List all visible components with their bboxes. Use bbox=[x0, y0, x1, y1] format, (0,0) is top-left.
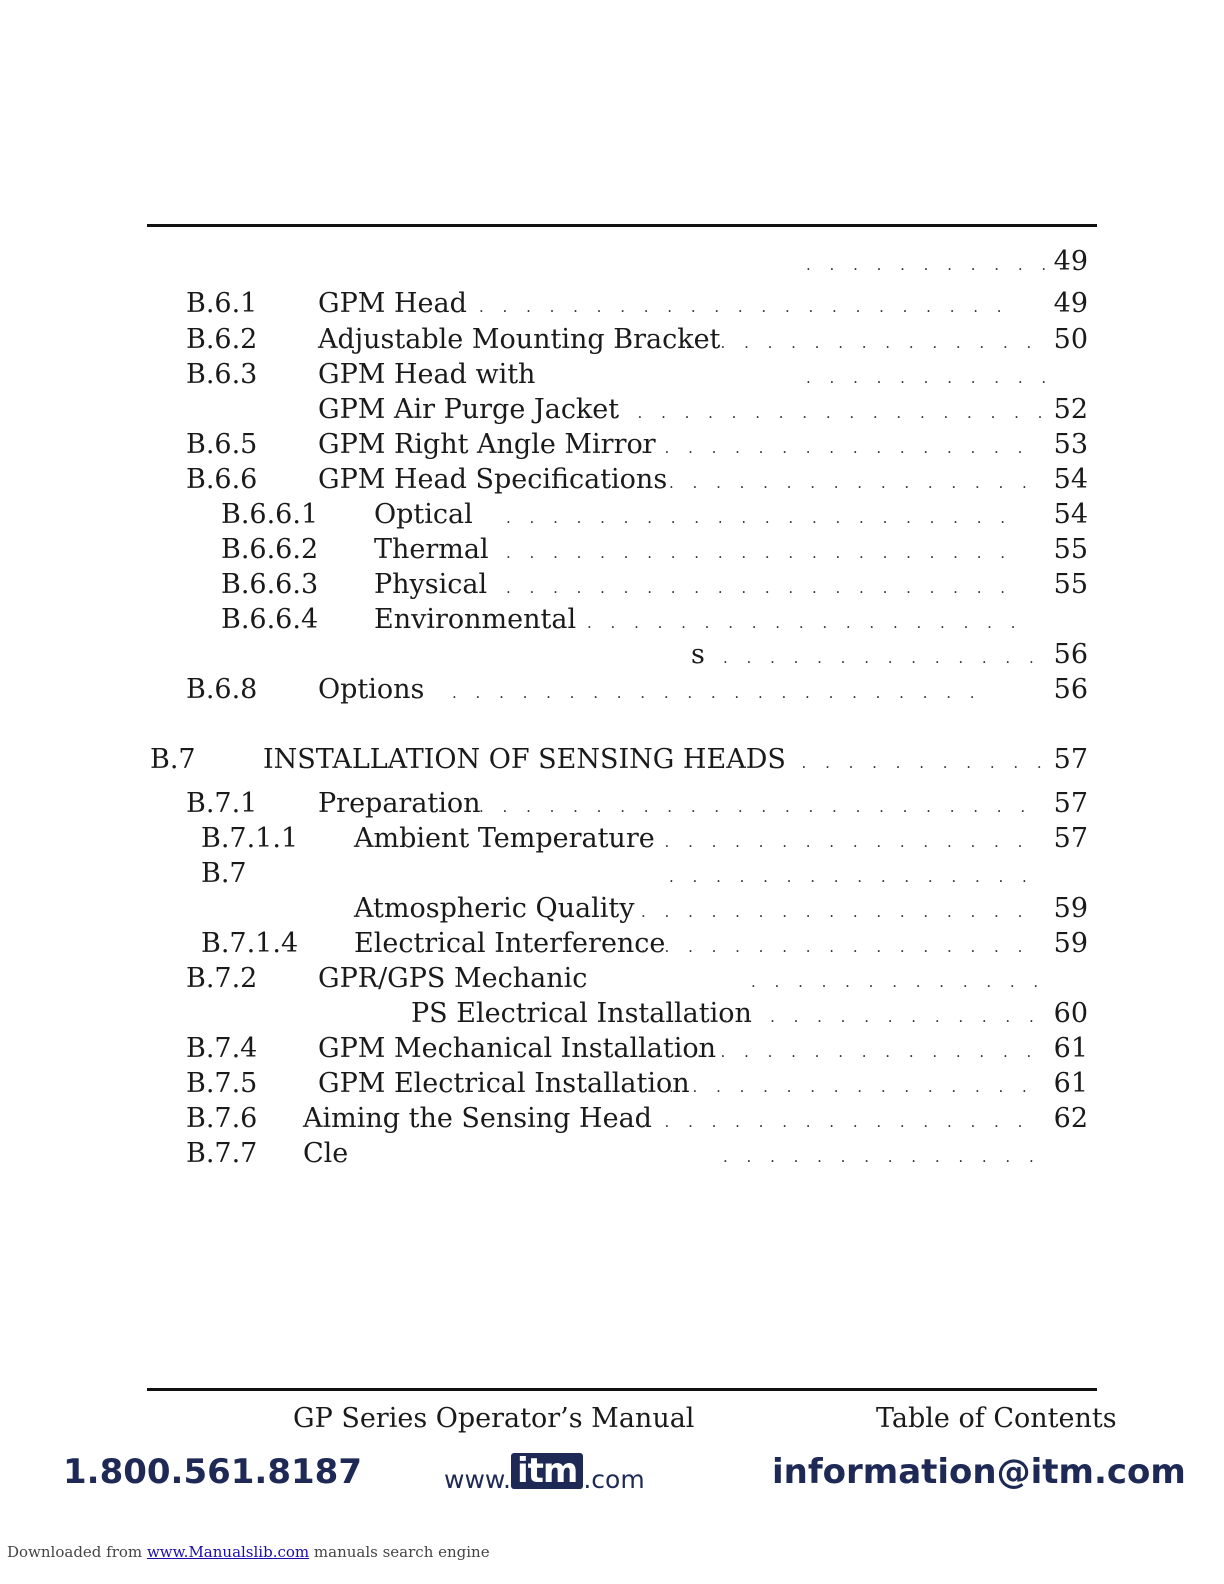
toc-title: GPM Right Angle Mirror bbox=[318, 429, 656, 460]
toc-page-number: 61 bbox=[1053, 1068, 1088, 1099]
toc-page-number: 54 bbox=[1053, 499, 1088, 530]
toc-leader-dots: . . . . . . . . . . . . . . . . . . . . . . . bbox=[479, 298, 1009, 316]
toc-leader-dots: . . . . . . . . . . . . . . . . . . . . . . bbox=[506, 579, 1013, 597]
email-address[interactable]: information@itm.com bbox=[772, 1452, 1186, 1492]
toc-leader-dots: . . . . . . . . . . . . . . . . . . . bbox=[614, 404, 1050, 422]
toc-row[interactable] bbox=[0, 1033, 1224, 1067]
web-suffix: .com bbox=[583, 1465, 645, 1494]
toc-leader-dots: . . . . . . . . . . . . . . . . . . . . . . . . bbox=[479, 798, 1033, 816]
toc-page-number: 54 bbox=[1053, 464, 1088, 495]
toc-number: B.6.2 bbox=[186, 324, 258, 355]
toc-page-number: 56 bbox=[1053, 674, 1088, 705]
toc-number: B.7.2 bbox=[186, 963, 258, 994]
toc-leader-dots: . . . . . . . . . . . . . . . . . bbox=[641, 903, 1030, 921]
toc-number: B.7 bbox=[201, 858, 247, 889]
toc-row[interactable] bbox=[0, 1138, 1224, 1172]
toc-leader-dots: . . . . . . . . . . . . . . bbox=[723, 1148, 1041, 1166]
toc-row[interactable] bbox=[0, 288, 1224, 322]
toc-page-number: 50 bbox=[1053, 324, 1088, 355]
toc-row[interactable] bbox=[0, 324, 1224, 358]
toc-row[interactable] bbox=[0, 928, 1224, 962]
toc-number: B.7 bbox=[150, 744, 196, 775]
toc-row[interactable] bbox=[0, 1068, 1224, 1102]
download-suffix: manuals search engine bbox=[313, 1543, 490, 1561]
toc-row[interactable] bbox=[0, 359, 1224, 393]
toc-title: Optical bbox=[374, 499, 473, 530]
toc-row[interactable] bbox=[0, 744, 1224, 778]
toc-page-number: 52 bbox=[1053, 394, 1088, 425]
itm-logo[interactable] bbox=[444, 1453, 645, 1493]
bottom-rule bbox=[147, 1388, 1097, 1391]
toc-leader-dots: . . . . . . . . . . . . . . . . bbox=[669, 474, 1034, 492]
toc-number: B.6.1 bbox=[186, 288, 258, 319]
toc-page-number: 49 bbox=[1053, 288, 1088, 319]
toc-number: B.6.5 bbox=[186, 429, 258, 460]
toc-number: B.7.1.1 bbox=[201, 823, 299, 854]
toc-row[interactable] bbox=[0, 823, 1224, 857]
top-rule bbox=[147, 224, 1097, 227]
toc-leader-dots: . . . . . . . . . . . . bbox=[778, 754, 1049, 772]
toc-title: Adjustable Mounting Bracket bbox=[318, 324, 721, 355]
toc-page-number: 55 bbox=[1053, 569, 1088, 600]
section-name: Table of Contents bbox=[876, 1403, 1117, 1434]
toc-leader-dots: . . . . . . . . . . . . . . bbox=[723, 1008, 1041, 1026]
toc-row[interactable] bbox=[0, 998, 1224, 1032]
toc-number: B.7.1.4 bbox=[201, 928, 299, 959]
manualslib-link[interactable]: www.Manualslib.com bbox=[146, 1543, 310, 1561]
web-prefix: www. bbox=[444, 1465, 511, 1494]
toc-leader-dots: . . . . . . . . . . . . . . . bbox=[697, 1043, 1039, 1061]
phone-number: 1.800.561.8187 bbox=[63, 1452, 362, 1492]
toc-number: B.6.3 bbox=[186, 359, 258, 390]
toc-title: Aiming the Sensing Head bbox=[303, 1103, 652, 1134]
toc-row[interactable] bbox=[0, 429, 1224, 463]
toc-title: GPM Head Specifications bbox=[318, 464, 668, 495]
toc-row[interactable] bbox=[0, 1103, 1224, 1137]
toc-number: B.7.4 bbox=[186, 1033, 258, 1064]
toc-title: INSTALLATION OF SENSING HEADS bbox=[263, 744, 786, 775]
toc-row[interactable] bbox=[0, 499, 1224, 533]
toc-leader-dots: . . . . . . . . . . . . . . . . . . . . . . . bbox=[452, 684, 982, 702]
toc-page-number: 61 bbox=[1053, 1033, 1088, 1064]
toc-page-number: 57 bbox=[1053, 823, 1088, 854]
toc-leader-dots: . . . . . . . . . . . . . . . . . bbox=[641, 439, 1030, 457]
toc-page-number: 55 bbox=[1053, 534, 1088, 565]
toc-title: Electrical Interference bbox=[354, 928, 666, 959]
toc-number: B.6.8 bbox=[186, 674, 258, 705]
toc-row[interactable] bbox=[0, 858, 1224, 892]
toc-number: B.7.6 bbox=[186, 1103, 258, 1134]
toc-leader-dots: . . . . . . . . . . . bbox=[806, 256, 1054, 274]
toc-number: B.6.6.4 bbox=[221, 604, 319, 635]
toc-leader-dots: . . . . . . . . . . . . . . . bbox=[697, 334, 1039, 352]
toc-page-number: 53 bbox=[1053, 429, 1088, 460]
toc-leader-dots: . . . . . . . . . . . . . . . . . . . bbox=[587, 614, 1023, 632]
toc-title: Physical bbox=[374, 569, 488, 600]
toc-title: PS Electrical Installation bbox=[411, 998, 752, 1029]
toc-leader-dots: . . . . . . . . . . . . . . . . . . . . . . bbox=[506, 544, 1013, 562]
toc-page-number: 59 bbox=[1053, 928, 1088, 959]
toc-title: Atmospheric Quality bbox=[354, 893, 635, 924]
download-notice bbox=[7, 1543, 490, 1561]
toc-page-number: 62 bbox=[1053, 1103, 1088, 1134]
toc-number: B.6.6.3 bbox=[221, 569, 319, 600]
toc-row[interactable] bbox=[0, 963, 1224, 997]
toc-number: B.6.6 bbox=[186, 464, 258, 495]
toc-title: Options bbox=[318, 674, 425, 705]
toc-row[interactable] bbox=[0, 246, 1224, 280]
toc-row[interactable] bbox=[0, 788, 1224, 822]
toc-title: Thermal bbox=[374, 534, 489, 565]
toc-page-number: 57 bbox=[1053, 788, 1088, 819]
toc-page-number: 59 bbox=[1053, 893, 1088, 924]
toc-row[interactable] bbox=[0, 604, 1224, 638]
toc-row[interactable] bbox=[0, 639, 1224, 673]
toc-title: GPM Head with bbox=[318, 359, 536, 390]
toc-row[interactable] bbox=[0, 464, 1224, 498]
manual-title: GP Series Operator’s Manual bbox=[293, 1403, 695, 1434]
toc-page-number: 57 bbox=[1053, 744, 1088, 775]
toc-row[interactable] bbox=[0, 674, 1224, 708]
toc-title: GPM Air Purge Jacket bbox=[318, 394, 620, 425]
toc-number: B.7.7 bbox=[186, 1138, 258, 1169]
toc-leader-dots: . . . . . . . . . . . . . . . . . bbox=[641, 938, 1030, 956]
toc-row[interactable] bbox=[0, 534, 1224, 568]
toc-title: Cle bbox=[303, 1138, 349, 1169]
toc-page-number: 56 bbox=[1053, 639, 1088, 670]
toc-title: GPM Electrical Installation bbox=[318, 1068, 690, 1099]
toc-number: B.7.1 bbox=[186, 788, 258, 819]
toc-title: GPM Head bbox=[318, 288, 467, 319]
toc-title: Ambient Temperature bbox=[354, 823, 655, 854]
toc-title: GPR/GPS Mechanic bbox=[318, 963, 588, 994]
toc-page-number: 49 bbox=[1053, 246, 1088, 277]
toc-leader-dots: . . . . . . . . . . . . . . . . bbox=[669, 868, 1034, 886]
itm-logo-mark: itm bbox=[511, 1453, 583, 1489]
toc-title: GPM Mechanical Installation bbox=[318, 1033, 717, 1064]
toc-leader-dots: . . . . . . . . . . . . . . . . . . . . . . bbox=[506, 509, 1013, 527]
toc-row[interactable] bbox=[0, 569, 1224, 603]
toc-row[interactable] bbox=[0, 394, 1224, 428]
toc-number: B.6.6.2 bbox=[221, 534, 319, 565]
toc-title: Environmental bbox=[374, 604, 577, 635]
toc-number: B.6.6.1 bbox=[221, 499, 319, 530]
toc-leader-dots: . . . . . . . . . . . . . . . . bbox=[669, 1078, 1034, 1096]
toc-leader-dots: . . . . . . . . . . . . . bbox=[751, 973, 1046, 991]
toc-title: Preparation bbox=[318, 788, 481, 819]
toc-page-number: 60 bbox=[1053, 998, 1088, 1029]
toc-row[interactable] bbox=[0, 893, 1224, 927]
toc-leader-dots: . . . . . . . . . . . . . . bbox=[723, 649, 1041, 667]
toc-title: s bbox=[691, 639, 705, 670]
toc-leader-dots: . . . . . . . . . . . . . . . . . bbox=[641, 833, 1030, 851]
toc-leader-dots: . . . . . . . . . . . bbox=[806, 369, 1054, 387]
toc-leader-dots: . . . . . . . . . . . . . . . . . bbox=[641, 1113, 1030, 1131]
download-prefix: Downloaded from bbox=[7, 1543, 143, 1561]
toc-number: B.7.5 bbox=[186, 1068, 258, 1099]
